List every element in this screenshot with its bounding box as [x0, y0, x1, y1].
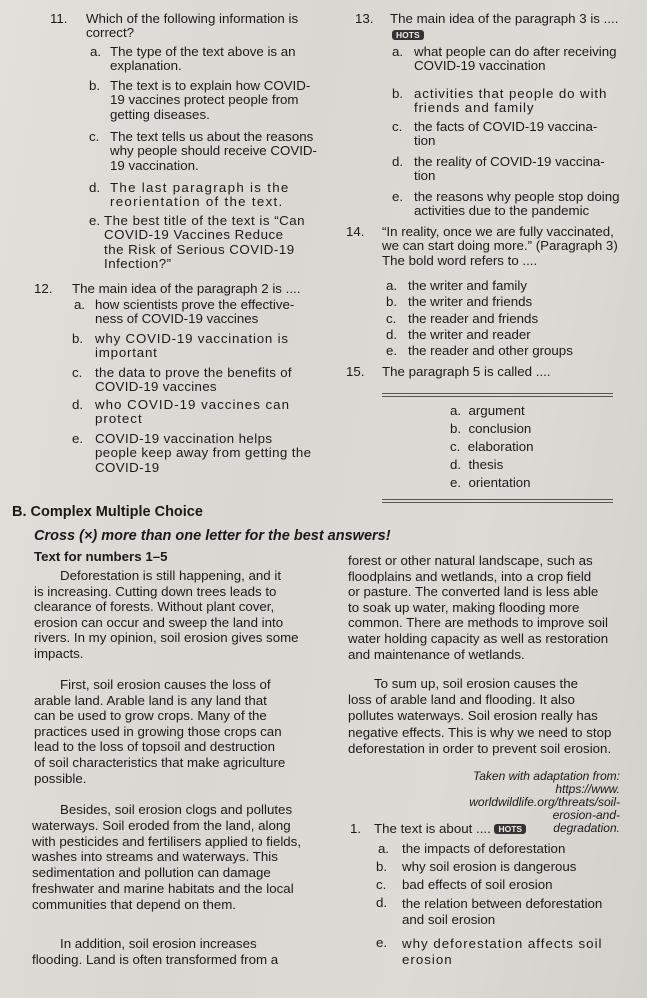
- q14-option-b-letter[interactable]: b.: [386, 294, 398, 309]
- q14-option-a-letter[interactable]: a.: [386, 278, 398, 293]
- q14-option-d[interactable]: the writer and reader: [408, 327, 531, 342]
- q11-number: 11.: [50, 11, 68, 26]
- q15-option-e[interactable]: e. orientation: [450, 475, 531, 490]
- b1-option-c[interactable]: bad effects of soil erosion: [402, 877, 553, 892]
- q11-option-d[interactable]: The last paragraph is the reorientation of the text.: [110, 180, 290, 210]
- q12-option-d-letter[interactable]: d.: [72, 397, 84, 412]
- b1-option-e[interactable]: why deforestation affects soil erosion: [402, 936, 603, 967]
- q15-question: The paragraph 5 is called ....: [382, 364, 551, 379]
- text-heading: Text for numbers 1–5: [34, 549, 168, 564]
- q13-option-b-letter[interactable]: b.: [392, 86, 404, 101]
- q12-option-d[interactable]: who COVID-19 vaccines can protect: [95, 397, 290, 427]
- b1-option-a-letter[interactable]: a.: [378, 841, 390, 856]
- b1-option-c-letter[interactable]: c.: [376, 877, 387, 892]
- q14-option-a[interactable]: the writer and family: [408, 278, 527, 293]
- q13-option-c[interactable]: the facts of COVID-19 vaccina- tion: [414, 119, 598, 149]
- q12-option-b-letter[interactable]: b.: [72, 331, 84, 346]
- b1-option-b[interactable]: why soil erosion is dangerous: [402, 859, 577, 874]
- q13-hots-badge: HOTS: [392, 28, 424, 42]
- q11-option-e[interactable]: The best title of the text is “Can COVID-19 Vaccines Reduce the Risk of Serious COVID-19 Infection?”: [104, 213, 306, 272]
- q12-option-e[interactable]: COVID-19 vaccination helps people keep away from getting the COVID-19: [95, 431, 312, 475]
- source-citation: Taken with adaptation from: https://www. worldwildlife.org/threats/soil-erosion-and- degradation.: [469, 769, 620, 835]
- passage-paragraph-4: In addition, soil erosion increases flooding. Land is often transformed from a: [32, 936, 279, 967]
- b1-hots-badge: HOTS: [494, 824, 526, 834]
- q13-option-a-letter[interactable]: a.: [392, 44, 404, 59]
- b1-option-e-letter[interactable]: e.: [376, 935, 388, 950]
- q15-option-b[interactable]: b. conclusion: [450, 421, 532, 436]
- b1-option-d[interactable]: the relation between deforestation and soil erosion: [402, 896, 603, 927]
- q13-option-e[interactable]: the reasons why people stop doing activities due to the pandemic: [414, 189, 620, 219]
- q11-option-c[interactable]: The text tells us about the reasons why people should receive COVID- 19 vaccination.: [110, 129, 317, 173]
- section-b-instruction: Cross (×) more than one letter for the best answers!: [34, 528, 391, 544]
- q12-option-a-letter[interactable]: a.: [74, 297, 86, 312]
- b1-option-d-letter[interactable]: d.: [376, 895, 388, 910]
- q15-options-box: [382, 393, 613, 503]
- q11-option-b-letter[interactable]: b.: [89, 78, 101, 93]
- passage-paragraph-2: First, soil erosion causes the loss of arable land. Arable land is any land that can be used to grow crops. Many of the practices used in growing those crops can lead to the loss of topsoil and destruction of soil characteristics that make agriculture possible.: [34, 677, 286, 786]
- q11-option-e-letter[interactable]: e.: [89, 213, 101, 228]
- q15-option-d[interactable]: d. thesis: [450, 457, 504, 472]
- q14-number: 14.: [346, 224, 365, 239]
- q13-option-a[interactable]: what people can do after receiving COVID-19 vaccination: [414, 44, 617, 74]
- q11-option-c-letter[interactable]: c.: [89, 129, 100, 144]
- q14-option-c[interactable]: the reader and friends: [408, 311, 539, 326]
- q15-option-a[interactable]: a. argument: [450, 403, 525, 418]
- q13-question: The main idea of the paragraph 3 is ....: [390, 11, 619, 26]
- q15-option-c[interactable]: c. elaboration: [450, 439, 534, 454]
- q12-option-c[interactable]: the data to prove the benefits of COVID-19 vaccines: [95, 365, 292, 395]
- q14-option-c-letter[interactable]: c.: [386, 311, 397, 326]
- q11-option-d-letter[interactable]: d.: [89, 180, 101, 195]
- q13-option-b[interactable]: activities that people do with friends and family: [414, 86, 608, 116]
- q11-option-a-letter[interactable]: a.: [90, 44, 102, 59]
- q14-option-e[interactable]: the reader and other groups: [408, 343, 573, 358]
- q12-option-a[interactable]: how scientists prove the effective- ness of COVID-19 vaccines: [95, 297, 295, 327]
- q11-option-b[interactable]: The text is to explain how COVID- 19 vaccines protect people from getting diseases.: [110, 78, 311, 122]
- passage-paragraph-4-continued: forest or other natural landscape, such as floodplains and wetlands, into a crop field or pasture. The converted land is less able to soak up water, making flooding more common. There are methods to improve soil water holding capacity as well as restoration and maintenance of wetlands.: [348, 553, 609, 662]
- section-b-title: B. Complex Multiple Choice: [12, 504, 203, 520]
- q14-option-d-letter[interactable]: d.: [386, 327, 398, 342]
- b1-number: 1.: [350, 821, 362, 836]
- q12-option-c-letter[interactable]: c.: [72, 365, 83, 380]
- passage-paragraph-5: To sum up, soil erosion causes the loss of arable land and flooding. It also pollutes waterways. Soil erosion really has negative effects. This is why we need to stop deforestation in order to prevent soil erosion.: [348, 676, 612, 756]
- q14-question: “In reality, once we are fully vaccinated, we can start doing more.” (Paragraph 3) The bold word refers to ....: [382, 224, 618, 268]
- b1-option-a[interactable]: the impacts of deforestation: [402, 841, 566, 856]
- q13-option-d[interactable]: the reality of COVID-19 vaccina- tion: [414, 154, 605, 184]
- q12-option-e-letter[interactable]: e.: [72, 431, 84, 446]
- passage-paragraph-1: Deforestation is still happening, and it is increasing. Cutting down trees leads to clearance of forests. Without plant cover, erosion can occur and sweep the land into rivers. In my opinion, soil erosion gives some impacts.: [34, 568, 299, 661]
- q13-option-c-letter[interactable]: c.: [392, 119, 403, 134]
- q13-option-e-letter[interactable]: e.: [392, 189, 404, 204]
- passage-paragraph-3: Besides, soil erosion clogs and pollutes waterways. Soil eroded from the land, along with pesticides and fertilisers applied to fields, washes into streams and waterways. This sedimentation and pollution can damage freshwater and marine habitats and the local communities that depend on them.: [32, 802, 302, 912]
- q13-option-d-letter[interactable]: d.: [392, 154, 404, 169]
- b1-option-b-letter[interactable]: b.: [376, 859, 388, 874]
- b1-question-line: [374, 822, 526, 836]
- q11-question: Which of the following information is correct?: [86, 11, 299, 41]
- q12-question: The main idea of the paragraph 2 is ....: [72, 281, 301, 296]
- q14-option-e-letter[interactable]: e.: [386, 343, 398, 358]
- q15-number: 15.: [346, 364, 365, 379]
- q12-number: 12.: [34, 281, 53, 296]
- q12-option-b[interactable]: why COVID-19 vaccination is important: [95, 331, 289, 361]
- b1-question: The text is about ....: [374, 821, 491, 836]
- q14-option-b[interactable]: the writer and friends: [408, 294, 533, 309]
- q13-number: 13.: [355, 11, 374, 26]
- q11-option-a[interactable]: The type of the text above is an explanation.: [110, 44, 296, 74]
